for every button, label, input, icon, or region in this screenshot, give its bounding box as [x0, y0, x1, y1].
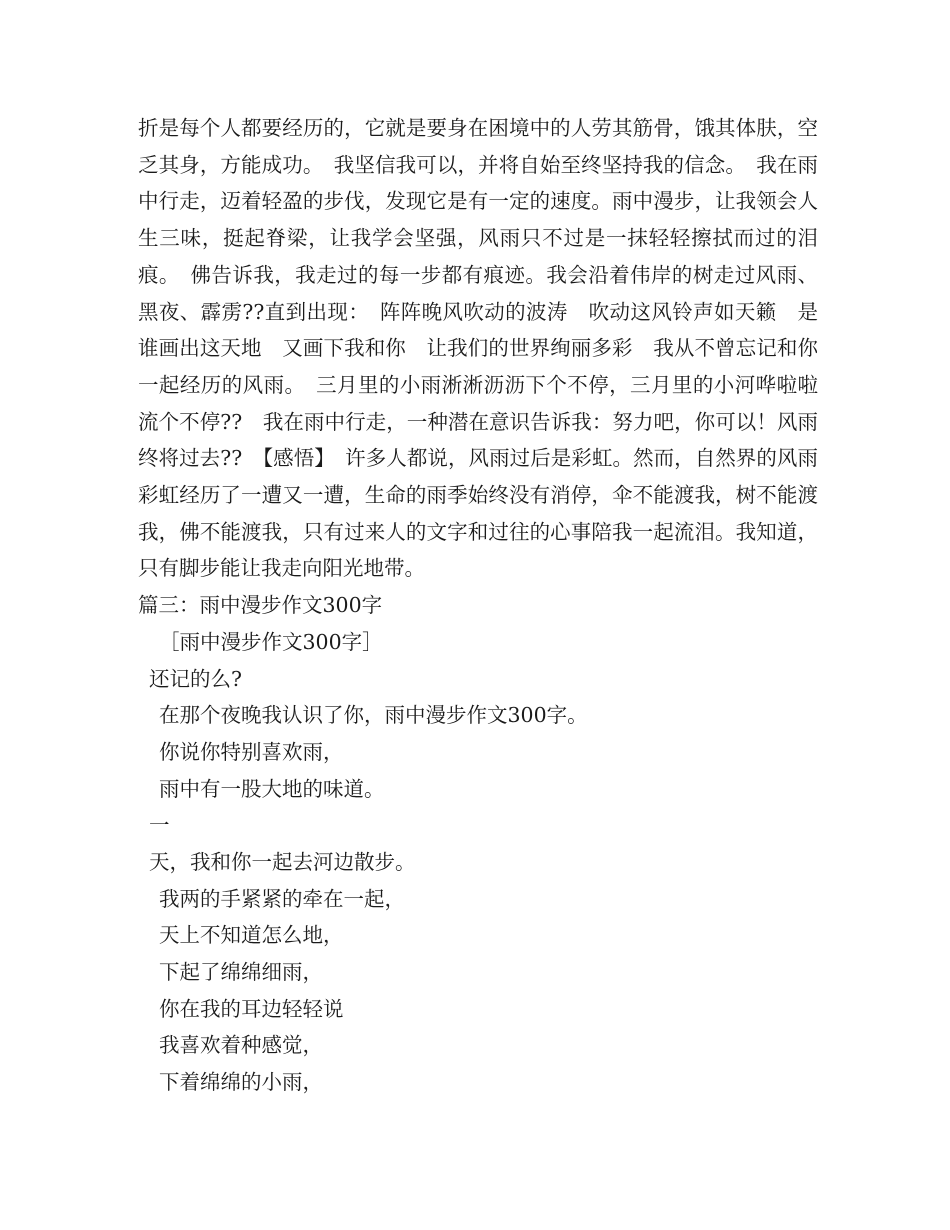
section-title: 篇三：雨中漫步作文300字: [138, 593, 383, 618]
poem-line: 我喜欢着种感觉，: [159, 1033, 323, 1058]
poem-line: 在那个夜晚我认识了你，雨中漫步作文300字。: [159, 703, 588, 728]
poem-line: 你说你特别喜欢雨，: [159, 739, 344, 764]
poem-line: 下着绵绵的小雨，: [159, 1070, 323, 1095]
poem-line: 天，我和你一起去河边散步。: [149, 849, 416, 874]
poem-line: 天上不知道怎么地，: [159, 923, 344, 948]
bracket-title: ［雨中漫步作文300字］: [159, 629, 383, 654]
poem-line: 下起了绵绵细雨，: [159, 960, 323, 985]
poem-line: 我两的手紧紧的牵在一起，: [159, 886, 405, 911]
document-text: [138, 110, 818, 1101]
poem-line: 一: [149, 813, 170, 838]
poem-line: 雨中有一股大地的味道。: [159, 776, 385, 801]
body-paragraph: 折是每个人都要经历的，它就是要身在困境中的人劳其筋骨，饿其体肤，空乏其身，方能成功。 我坚信我可以，并将自始至终坚持我的信念。 我在雨中行走，迈着轻盈的步伐，发现它是有一定的速度。雨中漫步，让我领会人生三味，挺起脊梁，让我学会坚强，风雨只不过是一抹轻轻擦拭而过的泪痕。 佛告诉我，我走过的每一步都有痕迹。我会沿着伟岸的树走过风雨、黑夜、霹雳??直到出现： 阵阵晚风吹动的波涛 吹动这风铃声如天籁 是谁画出这天地 又画下我和你 让我们的世界绚丽多彩 我从不曾忘记和你一起经历的风雨。 三月里的小雨淅淅沥沥下个不停，三月里的小河哗啦啦流个不停?? 我在雨中行走，一种潜在意识告诉我：努力吧，你可以！风雨终将过去?? 【感悟】 许多人都说，风雨过后是彩虹。然而，自然界的风雨彩虹经历了一遭又一遭，生命的雨季始终没有消停，伞不能渡我，树不能渡我，佛不能渡我，只有过来人的文字和过往的心事陪我一起流泪。我知道，只有脚步能让我走向阳光地带。: [138, 116, 818, 581]
poem-line: 还记的么?: [149, 666, 242, 691]
poem-line: 你在我的耳边轻轻说: [159, 996, 344, 1021]
